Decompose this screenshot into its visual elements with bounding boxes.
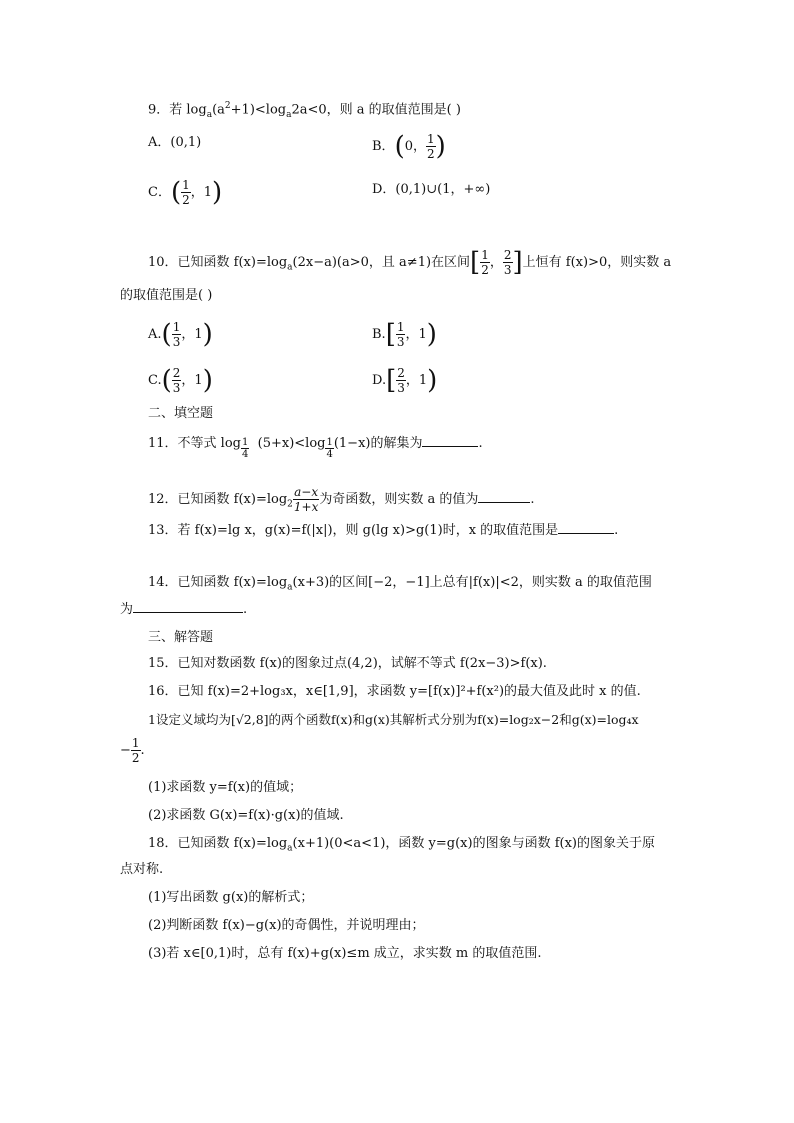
- q16-stem: 16．已知 f(x)=2+log₃x，x∈[1,9]，求函数 y=[f(x)]²+f(x²)的最大值及此时 x 的值.: [148, 684, 641, 699]
- q18-stem: 18．已知函数 $f(x)=\log_a(x+1)(0<a<1)$，函数 y=g(x)的图象与函数 f(x)的图象关于原: [148, 836, 655, 854]
- q13-stem: 13．若 f(x)=lg x，g(x)=f(|x|)，则 g(lg x)>g(1)时，x 的取值范围是 .: [148, 523, 619, 538]
- q9-option-a: A．(0,1): [148, 135, 202, 150]
- q9-option-d: D．(0,1)∪(1，+∞): [372, 182, 491, 197]
- q12-answer-blank[interactable]: [478, 490, 530, 503]
- q17-part-2: (2)求函数 G(x)=f(x)·g(x)的值域.: [148, 808, 344, 823]
- q11-stem: 11．不等式 log $\frac{1}{4}$ (5+x)<log $\frac{1}{4}$ (1−x)的解集为 .: [148, 436, 483, 460]
- q10-stem: 10．已知函数 $f(x)=\log_a(2x-a)(a>0$，且 a≠1)在区间[ $\frac{1}{2}$ ， $\frac{2}{3}$ ]上恒有 f(x)>0，则实数 a: [148, 247, 672, 278]
- q11-answer-blank[interactable]: [422, 434, 478, 447]
- q10-stem-line2: 的取值范围是( ): [120, 288, 213, 303]
- q18-part-1: (1)写出函数 g(x)的解析式；: [148, 890, 314, 905]
- q15-stem: 15．已知对数函数 f(x)的图象过点(4,2)，试解不等式 f(2x−3)>f(x).: [148, 656, 547, 671]
- q14-answer-blank[interactable]: [133, 600, 243, 613]
- q13-answer-blank[interactable]: [558, 521, 614, 534]
- section-fill-in-heading: 二、填空题: [148, 406, 214, 421]
- q12-stem: 12．已知函数 $f(x)=\log_2$ $\frac{a-x}{1+x}$ 为奇函数，则实数 a 的值为 .: [148, 485, 535, 514]
- q14-stem: 14．已知函数 $f(x)=\log_a(x+3)$的区间[−2，−1]上总有|f(x)|<2，则实数 a 的取值范围: [148, 575, 652, 593]
- q9-option-c: C．( $\frac{1}{2}$ ，1): [148, 177, 223, 208]
- q10-option-b: B.[ $\frac{1}{3}$ ，1): [372, 319, 437, 350]
- q9-stem: 9．若 $\log_a(a^2+1)<\log_a2a<0$，则 a 的取值范围是( ): [148, 101, 461, 120]
- q14-stem-line2: 为 .: [120, 602, 248, 617]
- q18-part-2: (2)判断函数 f(x)−g(x)的奇偶性，并说明理由；: [148, 918, 425, 933]
- q9-option-b: B．(0， $\frac{1}{2}$ ): [372, 131, 446, 162]
- q18-part-3: (3)若 x∈[0,1)时，总有 f(x)+g(x)≤m 成立，求实数 m 的取值范围.: [148, 946, 542, 961]
- q10-option-c: C.( $\frac{2}{3}$ ，1): [148, 365, 213, 396]
- q17-stem: 1设定义域均为[√2,8]的两个函数f(x)和g(x)其解析式分别为f(x)=log₂x−2和g(x)=log₄x: [148, 712, 639, 727]
- q10-option-a: A.( $\frac{1}{3}$ ，1): [148, 319, 213, 350]
- q10-option-d: D.[ $\frac{2}{3}$ ，1): [372, 365, 438, 396]
- q18-stem-line2: 点对称.: [120, 862, 164, 877]
- section-solve-heading: 三、解答题: [148, 630, 214, 645]
- q17-part-1: (1)求函数 y=f(x)的值域；: [148, 780, 303, 795]
- q17-stem-line2: − $\frac{1}{2}$ .: [120, 736, 145, 765]
